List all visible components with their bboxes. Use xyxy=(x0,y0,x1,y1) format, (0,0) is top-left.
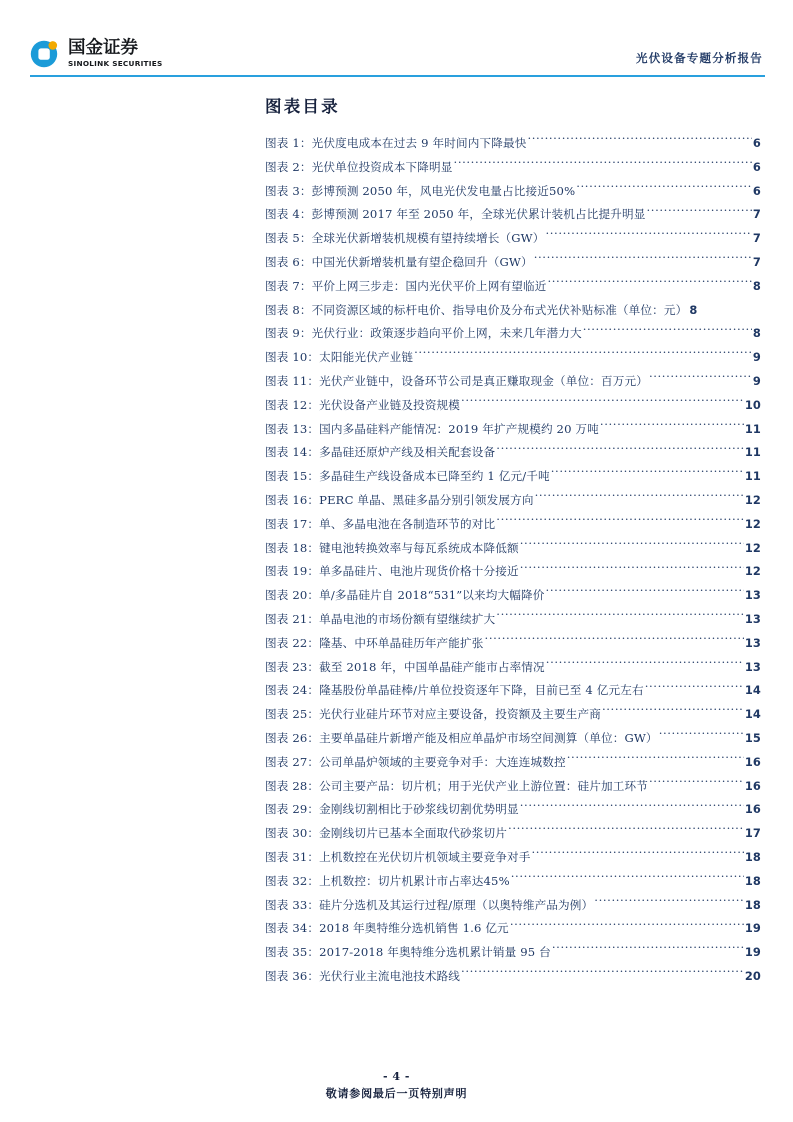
toc-entry[interactable] xyxy=(265,870,761,894)
toc-leader-dots xyxy=(461,967,744,980)
toc-entry[interactable] xyxy=(265,251,761,275)
toc-entry-label: 图表 33：硅片分选机及其运行过程/原理（以奥特维产品为例） xyxy=(265,897,594,912)
toc-page-number: 10 xyxy=(744,397,761,412)
toc-leader-dots xyxy=(567,753,744,766)
toc-page-number: 19 xyxy=(744,921,761,936)
toc-entry[interactable] xyxy=(265,370,761,394)
toc-leader-dots xyxy=(647,205,752,218)
toc-page-number: 12 xyxy=(744,516,761,531)
toc-leader-dots xyxy=(485,634,744,647)
toc-entry-label: 图表 8：不同资源区域的标杆电价、指导电价及分布式光伏补贴标准（单位： xyxy=(265,302,664,317)
toc-leader-dots xyxy=(551,467,744,480)
toc-leader-dots xyxy=(461,396,744,409)
toc-page-number: 13 xyxy=(744,588,761,603)
toc-page-number: 18 xyxy=(744,849,761,864)
toc-entry[interactable] xyxy=(265,656,761,680)
toc-entry[interactable] xyxy=(265,489,761,513)
toc-entry-label: 图表 27：公司单晶炉领域的主要竞争对手：大连连城数控 xyxy=(265,754,566,769)
toc-entry-label-continued xyxy=(664,299,698,323)
toc-entry[interactable] xyxy=(265,513,761,537)
toc-page-number: 12 xyxy=(744,540,761,555)
logo-wordmark xyxy=(68,39,162,68)
toc-entry-label: 图表 2：光伏单位投资成本下降明显 xyxy=(265,159,453,174)
toc-entry-label: 图表 34：2018 年奥特维分选机销售 1.6 亿元 xyxy=(265,921,509,936)
toc-entry-label: 图表 18：键电池转换效率与每瓦系统成本降低额 xyxy=(265,540,519,555)
toc-entry[interactable] xyxy=(265,537,761,561)
toc-entry-label: 图表 30：金刚线切片已基本全面取代砂浆切片 xyxy=(265,826,508,841)
toc-entry[interactable] xyxy=(265,703,761,727)
toc-page-number: 7 xyxy=(752,207,761,222)
toc-leader-dots xyxy=(645,681,744,694)
toc-entry-label: 图表 10：太阳能光伏产业链 xyxy=(265,350,414,365)
toc-page-number: 11 xyxy=(744,469,761,484)
toc-page-number: 13 xyxy=(744,635,761,650)
toc-leader-dots xyxy=(510,919,744,932)
toc-page-number: 6 xyxy=(752,159,761,174)
page-header xyxy=(0,0,793,80)
toc-entry[interactable] xyxy=(265,632,761,656)
toc-page-number: 6 xyxy=(752,136,761,150)
toc-entry-label: 图表 11：光伏产业链中，设备环节公司是真正赚取现金（单位：百万元） xyxy=(265,373,648,388)
toc-leader-dots xyxy=(552,943,744,956)
toc-leader-dots xyxy=(532,848,744,861)
toc-page-number: 11 xyxy=(744,445,761,460)
toc-entry[interactable] xyxy=(265,584,761,608)
toc-page-number: 13 xyxy=(744,611,761,626)
toc-entry-label: 图表 5：全球光伏新增装机规模有望持续增长（GW） xyxy=(265,231,545,246)
toc-entry-label-line2: 元） xyxy=(663,302,688,317)
toc-content xyxy=(265,96,761,989)
toc-leader-dots xyxy=(649,372,752,385)
toc-leader-dots xyxy=(414,348,752,361)
toc-entry[interactable] xyxy=(265,727,761,751)
toc-entry-label: 图表 19：单多晶硅片、电池片现货价格十分接近 xyxy=(265,564,519,579)
toc-entry[interactable] xyxy=(265,465,761,489)
toc-entry-label: 图表 17：单、多晶电池在各制造环节的对比 xyxy=(265,516,496,531)
toc-entry[interactable] xyxy=(265,180,761,204)
sinolink-logo-icon xyxy=(30,38,61,69)
toc-page-number: 18 xyxy=(744,873,761,888)
toc-entry[interactable] xyxy=(265,156,761,180)
toc-entry-label: 图表 1：光伏度电成本在过去 9 年时间内下降最快 xyxy=(265,136,527,150)
toc-leader-dots xyxy=(496,515,744,528)
toc-page-number: 9 xyxy=(752,350,761,365)
toc-leader-dots xyxy=(520,562,744,575)
toc-entry[interactable] xyxy=(265,846,761,870)
toc-entry[interactable] xyxy=(265,394,761,418)
toc-entry[interactable] xyxy=(265,346,761,370)
toc-leader-dots xyxy=(508,824,744,837)
toc-entry[interactable] xyxy=(265,894,761,918)
toc-page-number: 19 xyxy=(744,945,761,960)
toc-page-number: 20 xyxy=(744,968,761,983)
toc-entry[interactable] xyxy=(265,560,761,584)
toc-entry-label: 图表 24：隆基股份单晶硅棒/片单位投资逐年下降，目前已至 4 亿元左右 xyxy=(265,683,644,698)
toc-leader-dots xyxy=(583,324,752,337)
toc-entry[interactable] xyxy=(265,941,761,965)
toc-leader-dots xyxy=(511,872,744,885)
page-footer xyxy=(0,1069,793,1102)
toc-page-number: 7 xyxy=(752,231,761,246)
toc-entry-label: 图表 36：光伏行业主流电池技术路线 xyxy=(265,968,461,983)
toc-leader-dots xyxy=(527,134,751,147)
toc-entry[interactable] xyxy=(265,608,761,632)
header-divider xyxy=(30,75,765,77)
footer-page-number: - 4 - xyxy=(383,1070,410,1083)
toc-entry-label: 图表 9：光伏行业：政策逐步趋向平价上网，未来几年潜力大 xyxy=(265,326,582,341)
toc-entry[interactable] xyxy=(265,227,761,251)
logo-chinese-name: 国金证券 xyxy=(68,38,138,58)
toc-entry[interactable] xyxy=(265,441,761,465)
toc-entry-label: 图表 22：隆基、中环单晶硅历年产能扩张 xyxy=(265,635,484,650)
toc-page-number: 6 xyxy=(752,183,761,198)
toc-entry[interactable] xyxy=(265,132,761,156)
toc-entry-label: 图表 16：PERC 单晶、黑硅多晶分别引领发展方向 xyxy=(265,492,534,507)
toc-entry-label: 图表 25：光伏行业硅片环节对应主要设备，投资额及主要生产商 xyxy=(265,707,601,722)
toc-page-number: 16 xyxy=(744,754,761,769)
toc-page-number: 17 xyxy=(744,826,761,841)
toc-entry-label: 图表 3：彭博预测 2050 年，风电光伏发电量占比接近50% xyxy=(265,183,576,198)
toc-entry-label: 图表 20：单/多晶硅片自 2018“531”以来均大幅降价 xyxy=(265,588,545,603)
toc-page-number: 13 xyxy=(744,659,761,674)
toc-entry[interactable] xyxy=(265,822,761,846)
toc-entry-label: 图表 21：单晶电池的市场份额有望继续扩大 xyxy=(265,611,496,626)
toc-entry[interactable] xyxy=(265,322,761,346)
toc-entry[interactable] xyxy=(265,965,761,989)
toc-entry[interactable] xyxy=(265,917,761,941)
toc-page-number: 9 xyxy=(752,373,761,388)
toc-leader-dots xyxy=(600,420,744,433)
toc-entry-label: 图表 31：上机数控在光伏切片机领域主要竞争对手 xyxy=(265,849,531,864)
toc-leader-dots xyxy=(535,491,744,504)
toc-page-number: 15 xyxy=(744,730,761,745)
toc-page-number: 8 xyxy=(752,326,761,341)
toc-page-number: 12 xyxy=(744,564,761,579)
toc-entry[interactable] xyxy=(265,299,761,323)
logo-english-name: SINOLINK SECURITIES xyxy=(68,59,163,68)
toc-entry[interactable] xyxy=(265,418,761,442)
toc-entry-label: 图表 12：光伏设备产业链及投资规模 xyxy=(265,397,461,412)
toc-leader-dots xyxy=(496,443,744,456)
toc-page-number: 14 xyxy=(744,707,761,722)
toc-page-number: 16 xyxy=(744,778,761,793)
toc-entry-label: 图表 14：多晶硅还原炉产线及相关配套设备 xyxy=(265,445,496,460)
toc-entry-label: 图表 15：多晶硅生产线设备成本已降至约 1 亿元/千吨 xyxy=(265,469,550,484)
company-logo xyxy=(30,38,162,69)
toc-leader-dots xyxy=(454,158,752,171)
toc-entry[interactable] xyxy=(265,775,761,799)
toc-leader-dots xyxy=(659,729,744,742)
toc-entry-label: 图表 35：2017-2018 年奥特维分选机累计销量 95 台 xyxy=(265,945,551,960)
toc-page-number: 7 xyxy=(752,254,761,269)
toc-list xyxy=(265,132,761,989)
toc-leader-dots xyxy=(546,586,744,599)
toc-entry-label: 图表 32：上机数控：切片机累计市占率达45% xyxy=(265,873,510,888)
toc-page-number: 14 xyxy=(744,683,761,698)
report-title: 光伏设备专题分析报告 xyxy=(636,51,763,65)
toc-leader-dots xyxy=(649,777,744,790)
footer-disclaimer-note: 敬请参阅最后一页特别声明 xyxy=(325,1087,468,1100)
toc-page-number: 11 xyxy=(744,421,761,436)
toc-leader-dots xyxy=(546,658,744,671)
toc-page-number: 16 xyxy=(744,802,761,817)
toc-entry[interactable] xyxy=(265,203,761,227)
toc-entry-label: 图表 23：截至 2018 年，中国单晶硅产能市占率情况 xyxy=(265,659,545,674)
toc-leader-dots xyxy=(545,229,751,242)
toc-page-number: 18 xyxy=(744,897,761,912)
toc-entry[interactable] xyxy=(265,798,761,822)
page-title: 图表目录 xyxy=(265,97,340,116)
toc-page-number: 8 xyxy=(689,302,698,317)
toc-leader-dots xyxy=(547,277,751,290)
toc-entry-label: 图表 26：主要单晶硅片新增产能及相应单晶炉市场空间测算（单位：GW） xyxy=(265,730,658,745)
toc-page-number: 8 xyxy=(752,278,761,293)
toc-entry-label: 图表 4：彭博预测 2017 年至 2050 年，全球光伏累计装机占比提升明显 xyxy=(265,207,646,222)
toc-leader-dots xyxy=(602,705,744,718)
toc-entry-label: 图表 29：金刚线切割相比于砂浆线切割优势明显 xyxy=(265,802,519,817)
toc-entry-label: 图表 6：中国光伏新增装机量有望企稳回升（GW） xyxy=(265,254,533,269)
toc-leader-dots xyxy=(576,182,752,195)
toc-entry-label: 图表 13：国内多晶硅料产能情况：2019 年扩产规模约 20 万吨 xyxy=(265,421,599,436)
toc-entry[interactable] xyxy=(265,679,761,703)
toc-page-number: 12 xyxy=(744,492,761,507)
toc-entry[interactable] xyxy=(265,751,761,775)
toc-entry-label: 图表 28：公司主要产品：切片机；用于光伏产业上游位置：硅片加工环节 xyxy=(265,778,648,793)
toc-entry-label: 图表 7：平价上网三步走：国内光伏平价上网有望临近 xyxy=(265,278,547,293)
toc-leader-dots xyxy=(520,539,744,552)
toc-leader-dots xyxy=(496,610,744,623)
toc-leader-dots xyxy=(520,800,744,813)
toc-leader-dots xyxy=(594,896,744,909)
toc-leader-dots xyxy=(534,253,752,266)
toc-entry[interactable] xyxy=(265,275,761,299)
